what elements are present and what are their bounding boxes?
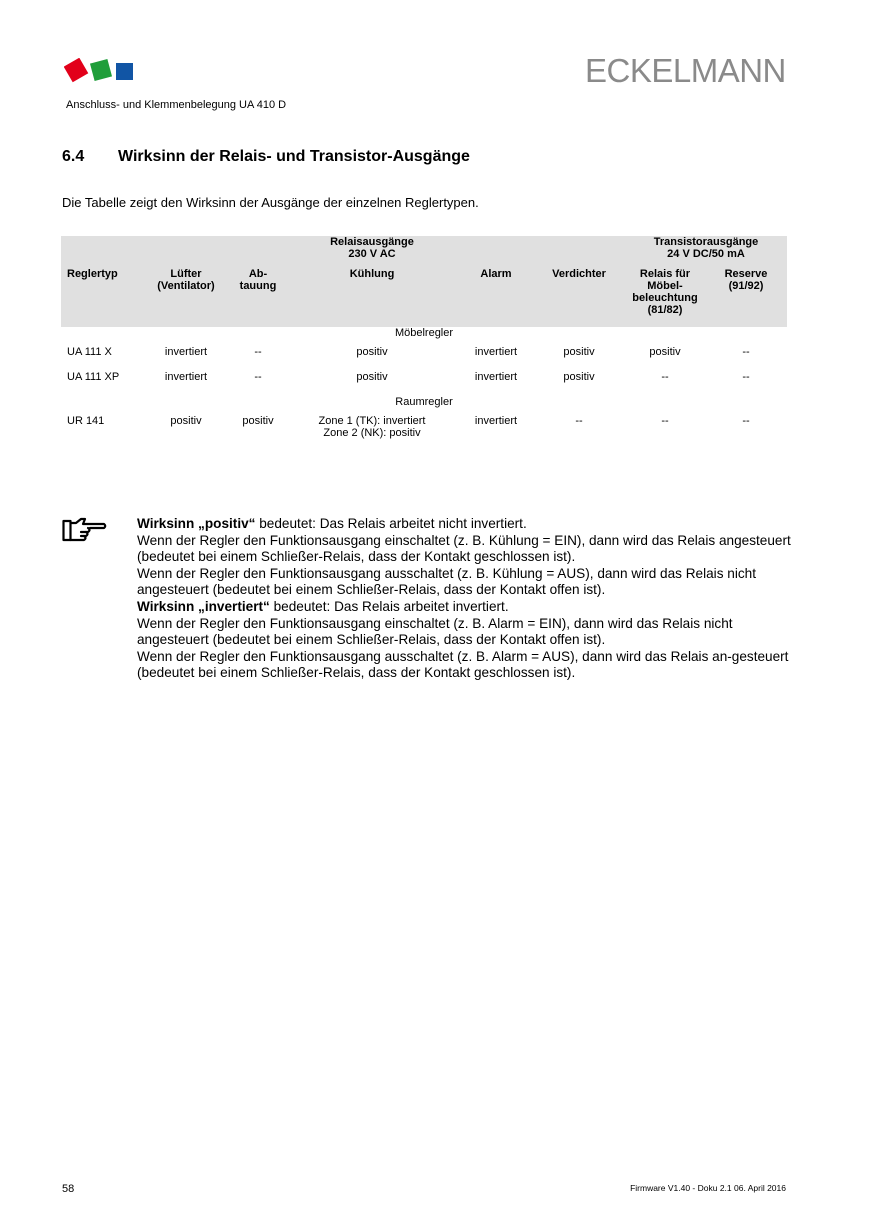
- footer-meta: Firmware V1.40 - Doku 2.1 06. April 2016: [630, 1183, 786, 1193]
- page-number: 58: [62, 1183, 75, 1195]
- table-cell: UA 111 X: [67, 346, 112, 358]
- note-positiv-definition: bedeutet: Das Relais arbeitet nicht invertiert.: [255, 516, 527, 531]
- note-invertiert-off: Wenn der Regler den Funktionsausgang ausschaltet (z. B. Alarm = AUS), dann wird das Relais an-gesteuert (bedeutet bei einem Schließer-Relais, dass der Kontakt geschlossen ist).: [137, 648, 789, 681]
- eckelmann-logo-icon: [64, 58, 134, 83]
- group-transistor-header: Transistorausgänge 24 V DC/50 mA: [625, 236, 787, 268]
- table-cell: --: [742, 371, 750, 383]
- table-cell: positiv: [242, 415, 274, 427]
- table-cell: invertiert: [474, 371, 518, 383]
- col-kuehlung: Kühlung: [285, 268, 459, 327]
- table-cell: invertiert: [474, 346, 518, 358]
- table-cell: --: [742, 415, 750, 427]
- section-heading: [62, 148, 470, 166]
- table-row: [61, 346, 787, 371]
- table-cell: --: [575, 415, 583, 427]
- table-group-row-raumregler: Raumregler: [395, 396, 453, 408]
- col-luefter: Lüfter (Ventilator): [141, 268, 231, 327]
- table-column-header-row: [61, 268, 787, 327]
- note-block: [137, 516, 792, 682]
- table-cell: positiv: [563, 371, 595, 383]
- table-cell: invertiert: [474, 415, 518, 427]
- table-cell: --: [742, 346, 750, 358]
- table-cell: positiv: [356, 371, 388, 383]
- group-relais-header: Relaisausgänge 230 V AC: [285, 236, 459, 268]
- section-number: 6.4: [62, 148, 85, 165]
- table-row: [61, 415, 787, 445]
- col-relais-moebelbeleuchtung: Relais für Möbel- beleuchtung (81/82): [625, 268, 705, 327]
- note-positiv-off: Wenn der Regler den Funktionsausgang ausschaltet (z. B. Kühlung = AUS), dann wird das Relais nicht angesteuert (bedeutet bei einem Schließer-Relais, dass der Kontakt offen ist).: [137, 565, 756, 598]
- col-reglertyp: Reglertyp: [61, 268, 141, 327]
- table-cell: --: [661, 415, 669, 427]
- col-alarm: Alarm: [459, 268, 533, 327]
- table-cell: UA 111 XP: [67, 371, 120, 383]
- note-positiv-on: Wenn der Regler den Funktionsausgang einschaltet (z. B. Kühlung = EIN), dann wird das Relais angesteuert (bedeutet bei einem Schließer-Relais, dass der Kontakt geschlossen ist).: [137, 532, 791, 565]
- note-invertiert-definition: bedeutet: Das Relais arbeitet invertiert.: [269, 598, 509, 614]
- col-verdichter: Verdichter: [533, 268, 625, 327]
- logo-green-square-icon: [90, 59, 112, 81]
- table-cell: positiv: [170, 415, 202, 427]
- table-cell: positiv: [649, 346, 681, 358]
- col-abtauung: Ab- tauung: [231, 268, 285, 327]
- document-subtitle: Anschluss- und Klemmenbelegung UA 410 D: [66, 99, 287, 111]
- intro-paragraph: Die Tabelle zeigt den Wirksinn der Ausgänge der einzelnen Reglertypen.: [62, 195, 479, 210]
- table-cell: --: [661, 371, 669, 383]
- table-cell: positiv: [356, 346, 388, 358]
- table-cell: invertiert: [164, 371, 208, 383]
- table-cell: UR 141: [67, 415, 105, 427]
- table-cell: Zone 1 (TK): invertiert Zone 2 (NK): positiv: [318, 415, 426, 439]
- table-group-header-row: [61, 236, 787, 268]
- brand-logo-text: ECKELMANN: [585, 52, 786, 89]
- table-cell: --: [254, 346, 262, 358]
- note-invertiert-term: Wirksinn „invertiert“: [137, 598, 270, 614]
- col-reserve: Reserve (91/92): [705, 268, 787, 327]
- table-cell: --: [254, 371, 262, 383]
- table-group-row-moebelregler: Möbelregler: [394, 327, 454, 339]
- note-invertiert-on: Wenn der Regler den Funktionsausgang einschaltet (z. B. Alarm = EIN), dann wird das Relais nicht angesteuert (bedeutet bei einem Schließer-Relais, dass der Kontakt offen ist).: [137, 615, 733, 648]
- table-cell: invertiert: [164, 346, 208, 358]
- note-positiv-term: Wirksinn „positiv“: [137, 516, 256, 531]
- table-row: [61, 371, 787, 396]
- pointing-hand-icon: [62, 516, 108, 544]
- section-title: Wirksinn der Relais- und Transistor-Ausgänge: [118, 148, 470, 165]
- table-cell: positiv: [563, 346, 595, 358]
- logo-red-square-icon: [64, 58, 88, 82]
- output-direction-table: [61, 236, 787, 445]
- logo-blue-square-icon: [116, 63, 133, 80]
